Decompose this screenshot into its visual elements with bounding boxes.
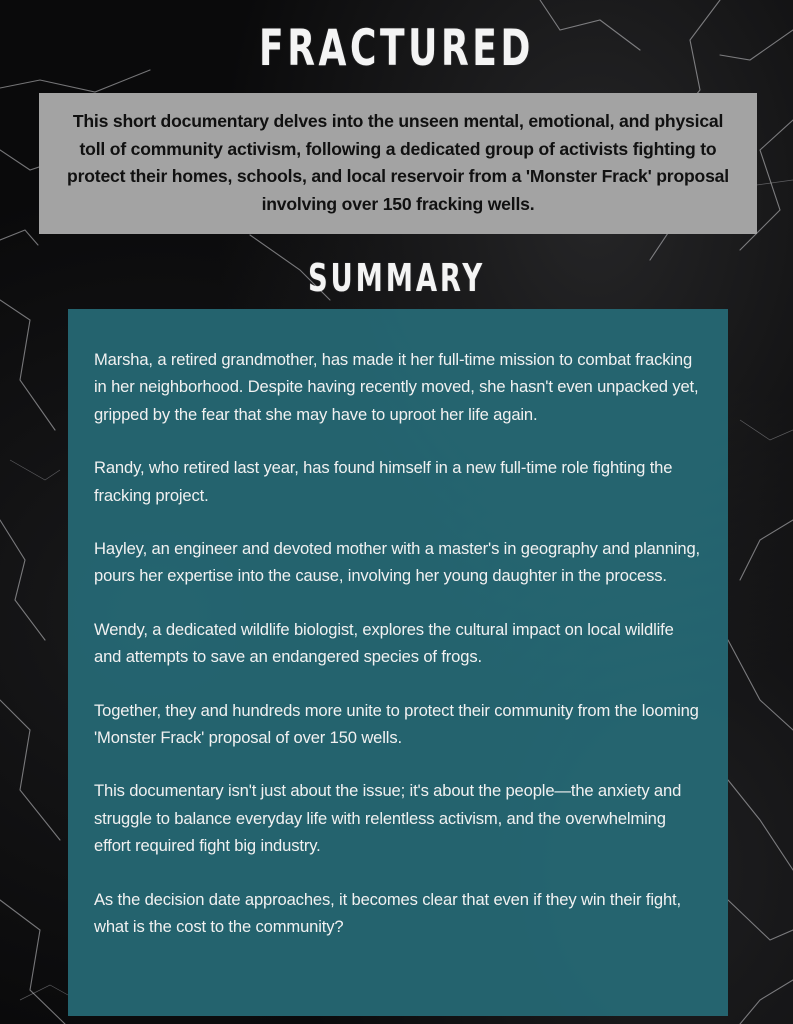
- logline-box: [39, 93, 757, 234]
- summary-paragraph: Together, they and hundreds more unite to protect their community from the looming 'Monster Frack' proposal of over 150 wells.: [94, 700, 699, 748]
- logline-text: This short documentary delves into the unseen mental, emotional, and physical toll of community activism, following a dedicated group of activists fighting to protect their homes, schools, and local reservoir from a 'Monster Frack' proposal involving over 150 fracking wells.: [67, 111, 729, 214]
- page-title: FRACTURED: [259, 19, 534, 77]
- summary-paragraph: Wendy, a dedicated wildlife biologist, explores the cultural impact on local wildlife and attempts to save an endangered species of frogs.: [94, 619, 674, 667]
- summary-heading: SUMMARY: [307, 256, 486, 300]
- summary-box: [68, 309, 728, 1016]
- summary-paragraph: Randy, who retired last year, has found himself in a new full-time role fighting the fracking project.: [94, 458, 673, 505]
- summary-paragraph: This documentary isn't just about the issue; it's about the people—the anxiety and struggle to balance everyday life with relentless activism, and the overwhelming effort required fight big industry.: [94, 781, 682, 856]
- summary-paragraph: As the decision date approaches, it becomes clear that even if they win their fight, what is the cost to the community?: [94, 889, 681, 937]
- summary-paragraph: Hayley, an engineer and devoted mother with a master's in geography and planning, pours her expertise into the cause, involving her young daughter in the process.: [94, 539, 700, 586]
- summary-paragraph: Marsha, a retired grandmother, has made it her full-time mission to combat fracking in her neighborhood. Despite having recently moved, she hasn't even unpacked yet, gripped by the fear that she may have to uproot her life again.: [94, 350, 699, 424]
